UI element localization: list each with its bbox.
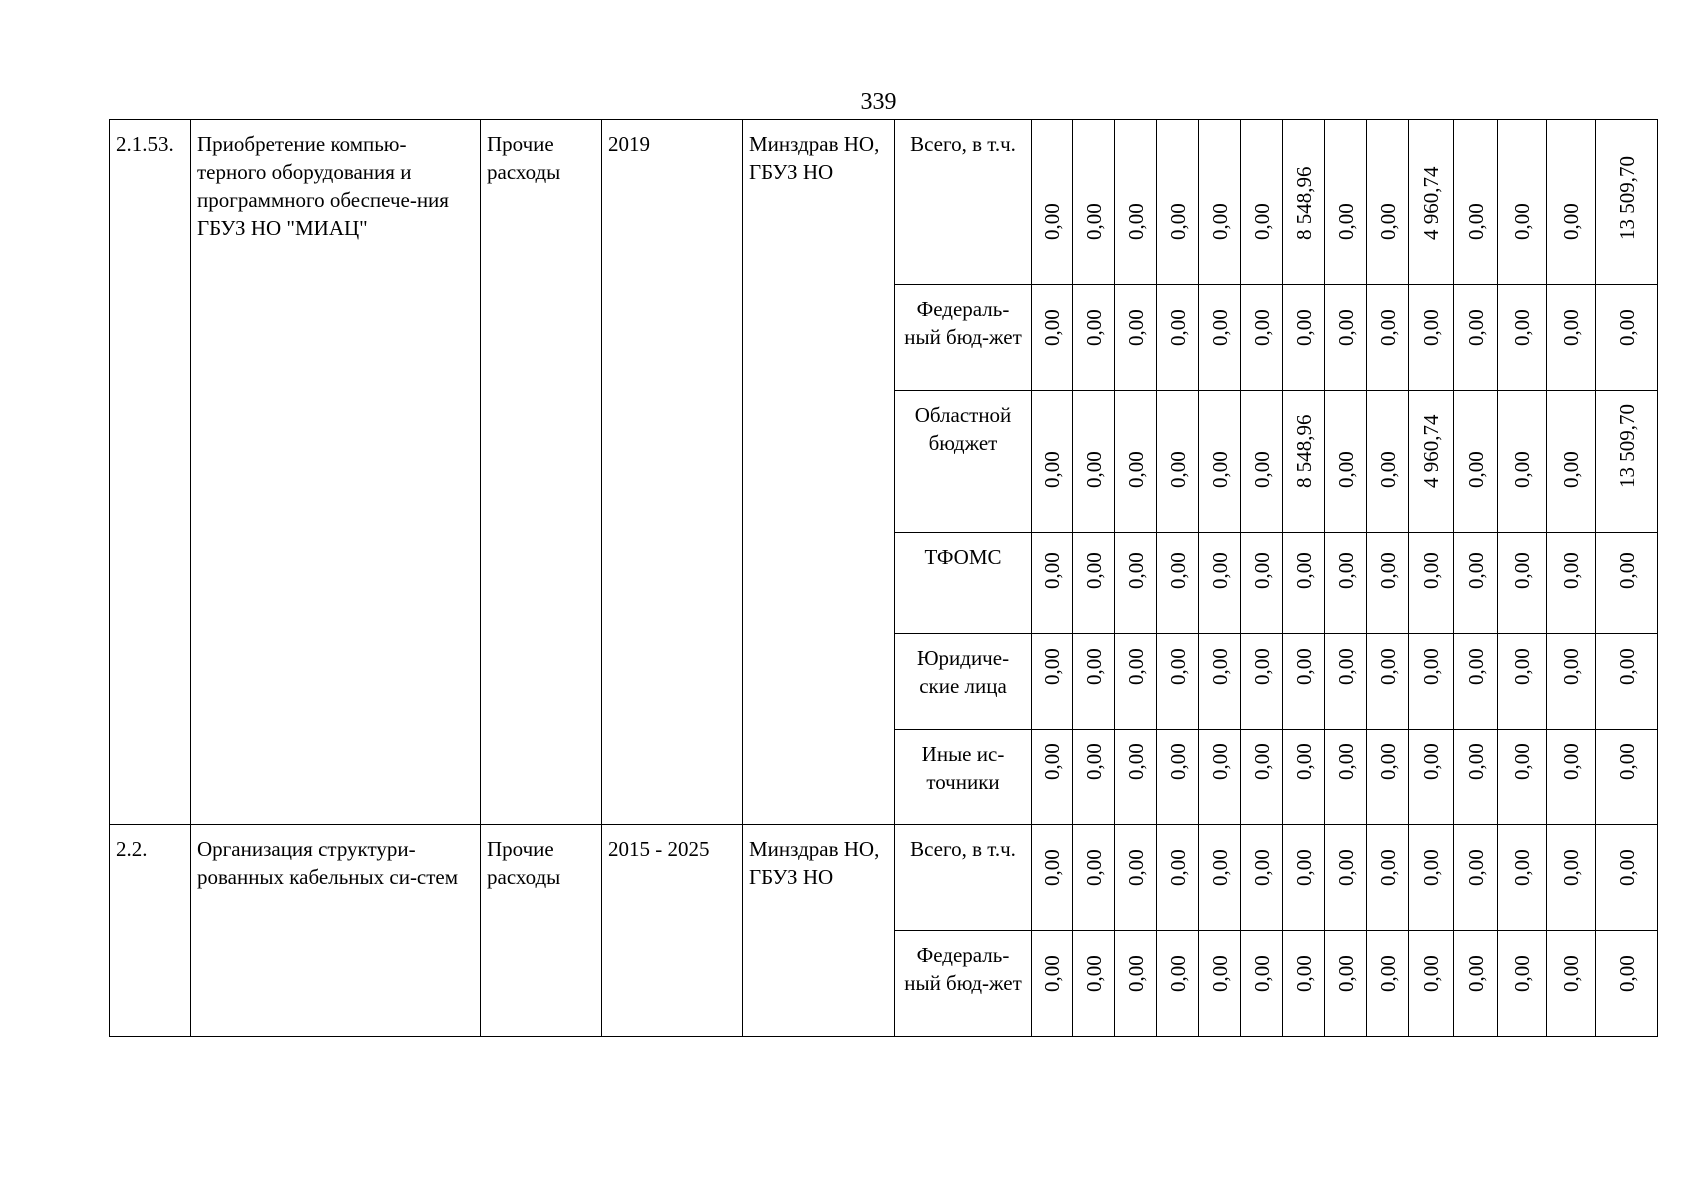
amount-value: 0,00 <box>1249 203 1274 240</box>
amount-cell <box>1283 730 1325 825</box>
amount-cell <box>1199 634 1241 730</box>
funding-source: Всего, в т.ч. <box>895 120 1032 285</box>
amount-value: 0,00 <box>1510 451 1534 488</box>
amount-cell <box>1157 730 1199 825</box>
amount-value: 0,00 <box>1165 309 1190 346</box>
amount-cell <box>1199 931 1241 1037</box>
amount-value: 0,00 <box>1614 648 1639 685</box>
amount-value: 0,00 <box>1559 451 1583 488</box>
amount-value: 0,00 <box>1291 552 1316 589</box>
amount-cell <box>1073 825 1115 931</box>
item-code: 2.1.53. <box>110 120 191 825</box>
amount-value: 0,00 <box>1375 552 1400 589</box>
amount-value: 0,00 <box>1510 955 1534 992</box>
amount-value: 0,00 <box>1081 743 1106 780</box>
amount-cell <box>1199 825 1241 931</box>
amount-value: 0,00 <box>1207 451 1232 488</box>
amount-value: 0,00 <box>1207 648 1232 685</box>
amount-cell <box>1283 634 1325 730</box>
amount-cell <box>1409 634 1454 730</box>
amount-value: 0,00 <box>1510 309 1534 346</box>
amount-cell <box>1596 634 1658 730</box>
amount-cell <box>1115 730 1157 825</box>
amount-value: 0,00 <box>1249 743 1274 780</box>
amount-value: 0,00 <box>1040 743 1064 780</box>
page-number: 339 <box>860 89 897 115</box>
amount-value: 0,00 <box>1375 309 1400 346</box>
amount-value: 0,00 <box>1559 849 1583 886</box>
amount-cell <box>1454 120 1498 285</box>
amount-cell <box>1115 120 1157 285</box>
amount-value: 0,00 <box>1463 451 1488 488</box>
amount-cell <box>1032 391 1073 533</box>
amount-cell <box>1157 285 1199 391</box>
amount-value: 0,00 <box>1463 648 1488 685</box>
amount-value: 0,00 <box>1419 849 1443 886</box>
amount-value: 0,00 <box>1291 955 1316 992</box>
amount-value: 0,00 <box>1559 955 1583 992</box>
amount-cell <box>1498 730 1547 825</box>
amount-value: 0,00 <box>1614 309 1639 346</box>
amount-value: 0,00 <box>1081 203 1106 240</box>
amount-cell <box>1157 634 1199 730</box>
amount-value: 0,00 <box>1375 849 1400 886</box>
amount-cell <box>1367 120 1409 285</box>
amount-cell <box>1547 634 1596 730</box>
amount-cell <box>1409 533 1454 634</box>
amount-cell <box>1325 730 1367 825</box>
amount-cell <box>1241 285 1283 391</box>
amount-value: 0,00 <box>1165 203 1190 240</box>
amount-cell <box>1367 634 1409 730</box>
amount-cell <box>1596 730 1658 825</box>
amount-cell <box>1325 285 1367 391</box>
amount-cell <box>1325 120 1367 285</box>
amount-value: 0,00 <box>1291 743 1316 780</box>
amount-cell <box>1073 391 1115 533</box>
amount-cell <box>1283 825 1325 931</box>
item-name: Организация структури-рованных кабельных си-стем <box>191 825 481 1037</box>
amount-value: 0,00 <box>1614 552 1639 589</box>
amount-cell <box>1498 533 1547 634</box>
amount-value: 0,00 <box>1249 849 1274 886</box>
amount-value: 0,00 <box>1207 309 1232 346</box>
amount-value: 0,00 <box>1375 203 1400 240</box>
amount-cell <box>1241 391 1283 533</box>
amount-value: 0,00 <box>1333 743 1358 780</box>
amount-cell <box>1241 825 1283 931</box>
amount-cell <box>1367 533 1409 634</box>
amount-value: 0,00 <box>1081 451 1106 488</box>
amount-cell <box>1367 391 1409 533</box>
amount-cell <box>1199 533 1241 634</box>
amount-cell <box>1454 931 1498 1037</box>
amount-value: 0,00 <box>1559 309 1583 346</box>
amount-cell <box>1547 533 1596 634</box>
amount-value: 0,00 <box>1165 849 1190 886</box>
amount-value: 0,00 <box>1291 648 1316 685</box>
amount-value: 0,00 <box>1123 648 1148 685</box>
amount-cell <box>1241 120 1283 285</box>
amount-cell <box>1367 285 1409 391</box>
amount-value: 0,00 <box>1040 955 1064 992</box>
amount-value: 0,00 <box>1463 552 1488 589</box>
amount-cell <box>1199 285 1241 391</box>
amount-value: 0,00 <box>1123 552 1148 589</box>
amount-value: 0,00 <box>1375 955 1400 992</box>
amount-cell <box>1283 931 1325 1037</box>
amount-value: 0,00 <box>1123 743 1148 780</box>
amount-value: 0,00 <box>1419 955 1443 992</box>
amount-cell <box>1325 825 1367 931</box>
amount-value: 0,00 <box>1040 849 1064 886</box>
expense-type: Прочие расходы <box>481 120 602 825</box>
amount-value: 0,00 <box>1249 955 1274 992</box>
amount-cell <box>1032 730 1073 825</box>
amount-cell <box>1115 931 1157 1037</box>
amount-cell <box>1454 634 1498 730</box>
amount-cell <box>1157 931 1199 1037</box>
amount-value: 0,00 <box>1333 203 1358 240</box>
amount-cell <box>1199 120 1241 285</box>
amount-cell <box>1367 825 1409 931</box>
amount-cell <box>1596 391 1658 533</box>
amount-cell <box>1283 533 1325 634</box>
amount-value: 0,00 <box>1419 648 1443 685</box>
amount-value: 0,00 <box>1510 849 1534 886</box>
executor: Минздрав НО, ГБУЗ НО <box>743 825 895 1037</box>
funding-source: Федераль-ный бюд-жет <box>895 285 1032 391</box>
amount-cell <box>1454 285 1498 391</box>
amount-value: 0,00 <box>1291 849 1316 886</box>
amount-value: 0,00 <box>1123 955 1148 992</box>
amount-cell <box>1115 285 1157 391</box>
amount-value: 0,00 <box>1123 203 1148 240</box>
amount-value: 0,00 <box>1614 743 1639 780</box>
amount-cell <box>1032 825 1073 931</box>
amount-value: 0,00 <box>1333 648 1358 685</box>
amount-value: 0,00 <box>1040 309 1064 346</box>
amount-cell <box>1409 285 1454 391</box>
period: 2015 - 2025 <box>602 825 743 1037</box>
amount-cell <box>1596 533 1658 634</box>
amount-value: 0,00 <box>1614 849 1639 886</box>
amount-value: 0,00 <box>1333 451 1358 488</box>
amount-cell <box>1157 120 1199 285</box>
amount-value: 0,00 <box>1419 743 1443 780</box>
amount-cell <box>1547 285 1596 391</box>
amount-cell <box>1032 120 1073 285</box>
amount-cell <box>1498 285 1547 391</box>
amount-cell <box>1498 120 1547 285</box>
budget-table <box>109 119 1658 1037</box>
amount-value: 8 548,96 <box>1291 414 1316 488</box>
amount-value: 0,00 <box>1123 309 1148 346</box>
amount-value: 0,00 <box>1040 451 1064 488</box>
amount-value: 0,00 <box>1463 203 1488 240</box>
amount-value: 13 509,70 <box>1614 404 1639 488</box>
amount-cell <box>1073 730 1115 825</box>
amount-value: 0,00 <box>1040 552 1064 589</box>
amount-value: 0,00 <box>1333 309 1358 346</box>
amount-value: 0,00 <box>1463 309 1488 346</box>
amount-value: 0,00 <box>1165 648 1190 685</box>
amount-cell <box>1325 533 1367 634</box>
amount-value: 0,00 <box>1081 955 1106 992</box>
amount-cell <box>1367 730 1409 825</box>
amount-value: 0,00 <box>1510 743 1534 780</box>
funding-source: Федераль-ный бюд-жет <box>895 931 1032 1037</box>
amount-cell <box>1283 391 1325 533</box>
amount-value: 0,00 <box>1559 648 1583 685</box>
amount-cell <box>1157 825 1199 931</box>
amount-value: 0,00 <box>1463 955 1488 992</box>
amount-cell <box>1547 391 1596 533</box>
amount-value: 0,00 <box>1207 743 1232 780</box>
amount-cell <box>1409 120 1454 285</box>
funding-source: Юридиче-ские лица <box>895 634 1032 730</box>
amount-value: 0,00 <box>1207 849 1232 886</box>
amount-value: 0,00 <box>1081 849 1106 886</box>
amount-value: 0,00 <box>1614 955 1639 992</box>
amount-cell <box>1596 931 1658 1037</box>
amount-value: 0,00 <box>1333 955 1358 992</box>
period: 2019 <box>602 120 743 825</box>
amount-cell <box>1547 730 1596 825</box>
amount-cell <box>1409 730 1454 825</box>
amount-cell <box>1547 120 1596 285</box>
amount-cell <box>1073 533 1115 634</box>
expense-type: Прочие расходы <box>481 825 602 1037</box>
funding-source: Областной бюджет <box>895 391 1032 533</box>
amount-value: 0,00 <box>1510 552 1534 589</box>
amount-value: 0,00 <box>1207 552 1232 589</box>
amount-cell <box>1115 634 1157 730</box>
amount-value: 0,00 <box>1333 849 1358 886</box>
amount-value: 0,00 <box>1207 955 1232 992</box>
amount-cell <box>1073 634 1115 730</box>
amount-cell <box>1241 533 1283 634</box>
table-row <box>110 825 1658 931</box>
amount-cell <box>1032 285 1073 391</box>
amount-value: 0,00 <box>1419 309 1443 346</box>
amount-value: 0,00 <box>1559 552 1583 589</box>
amount-cell <box>1498 634 1547 730</box>
amount-value: 0,00 <box>1081 309 1106 346</box>
amount-cell <box>1498 931 1547 1037</box>
amount-value: 0,00 <box>1249 552 1274 589</box>
amount-cell <box>1596 825 1658 931</box>
amount-value: 0,00 <box>1165 955 1190 992</box>
amount-cell <box>1032 533 1073 634</box>
amount-cell <box>1325 391 1367 533</box>
amount-value: 0,00 <box>1040 203 1064 240</box>
amount-cell <box>1157 533 1199 634</box>
amount-cell <box>1241 931 1283 1037</box>
amount-value: 0,00 <box>1291 309 1316 346</box>
amount-value: 0,00 <box>1040 648 1064 685</box>
amount-value: 13 509,70 <box>1614 156 1639 240</box>
funding-source: Иные ис-точники <box>895 730 1032 825</box>
item-code: 2.2. <box>110 825 191 1037</box>
amount-value: 0,00 <box>1165 552 1190 589</box>
amount-value: 4 960,74 <box>1419 166 1443 240</box>
amount-value: 0,00 <box>1375 451 1400 488</box>
amount-cell <box>1454 533 1498 634</box>
amount-value: 0,00 <box>1375 743 1400 780</box>
amount-cell <box>1115 391 1157 533</box>
amount-cell <box>1367 931 1409 1037</box>
amount-cell <box>1547 825 1596 931</box>
amount-value: 0,00 <box>1081 648 1106 685</box>
amount-value: 0,00 <box>1165 743 1190 780</box>
amount-value: 0,00 <box>1463 849 1488 886</box>
amount-cell <box>1032 634 1073 730</box>
amount-value: 0,00 <box>1123 451 1148 488</box>
amount-value: 0,00 <box>1123 849 1148 886</box>
amount-cell <box>1596 285 1658 391</box>
amount-cell <box>1283 120 1325 285</box>
amount-cell <box>1454 391 1498 533</box>
amount-cell <box>1409 825 1454 931</box>
amount-value: 0,00 <box>1081 552 1106 589</box>
amount-cell <box>1596 120 1658 285</box>
amount-value: 0,00 <box>1419 552 1443 589</box>
amount-cell <box>1409 391 1454 533</box>
amount-value: 4 960,74 <box>1419 414 1443 488</box>
amount-value: 0,00 <box>1165 451 1190 488</box>
amount-cell <box>1454 730 1498 825</box>
amount-value: 0,00 <box>1510 648 1534 685</box>
amount-cell <box>1283 285 1325 391</box>
amount-cell <box>1032 931 1073 1037</box>
item-name: Приобретение компью-терного оборудования и программного обеспече-ния ГБУЗ НО "МИАЦ" <box>191 120 481 825</box>
amount-cell <box>1325 634 1367 730</box>
amount-value: 0,00 <box>1249 451 1274 488</box>
funding-source: Всего, в т.ч. <box>895 825 1032 931</box>
amount-value: 0,00 <box>1559 743 1583 780</box>
amount-cell <box>1073 931 1115 1037</box>
amount-cell <box>1157 391 1199 533</box>
amount-value: 0,00 <box>1249 309 1274 346</box>
table-row <box>110 120 1658 285</box>
amount-cell <box>1498 825 1547 931</box>
amount-value: 0,00 <box>1463 743 1488 780</box>
amount-cell <box>1409 931 1454 1037</box>
funding-source: ТФОМС <box>895 533 1032 634</box>
amount-cell <box>1115 533 1157 634</box>
amount-value: 8 548,96 <box>1291 166 1316 240</box>
amount-value: 0,00 <box>1333 552 1358 589</box>
amount-cell <box>1241 634 1283 730</box>
amount-cell <box>1498 391 1547 533</box>
amount-cell <box>1073 285 1115 391</box>
amount-value: 0,00 <box>1207 203 1232 240</box>
amount-cell <box>1241 730 1283 825</box>
amount-cell <box>1547 931 1596 1037</box>
amount-cell <box>1115 825 1157 931</box>
amount-value: 0,00 <box>1249 648 1274 685</box>
amount-value: 0,00 <box>1559 203 1583 240</box>
amount-cell <box>1199 391 1241 533</box>
amount-value: 0,00 <box>1510 203 1534 240</box>
executor: Минздрав НО, ГБУЗ НО <box>743 120 895 825</box>
amount-cell <box>1199 730 1241 825</box>
amount-cell <box>1073 120 1115 285</box>
amount-cell <box>1325 931 1367 1037</box>
amount-value: 0,00 <box>1375 648 1400 685</box>
amount-cell <box>1454 825 1498 931</box>
